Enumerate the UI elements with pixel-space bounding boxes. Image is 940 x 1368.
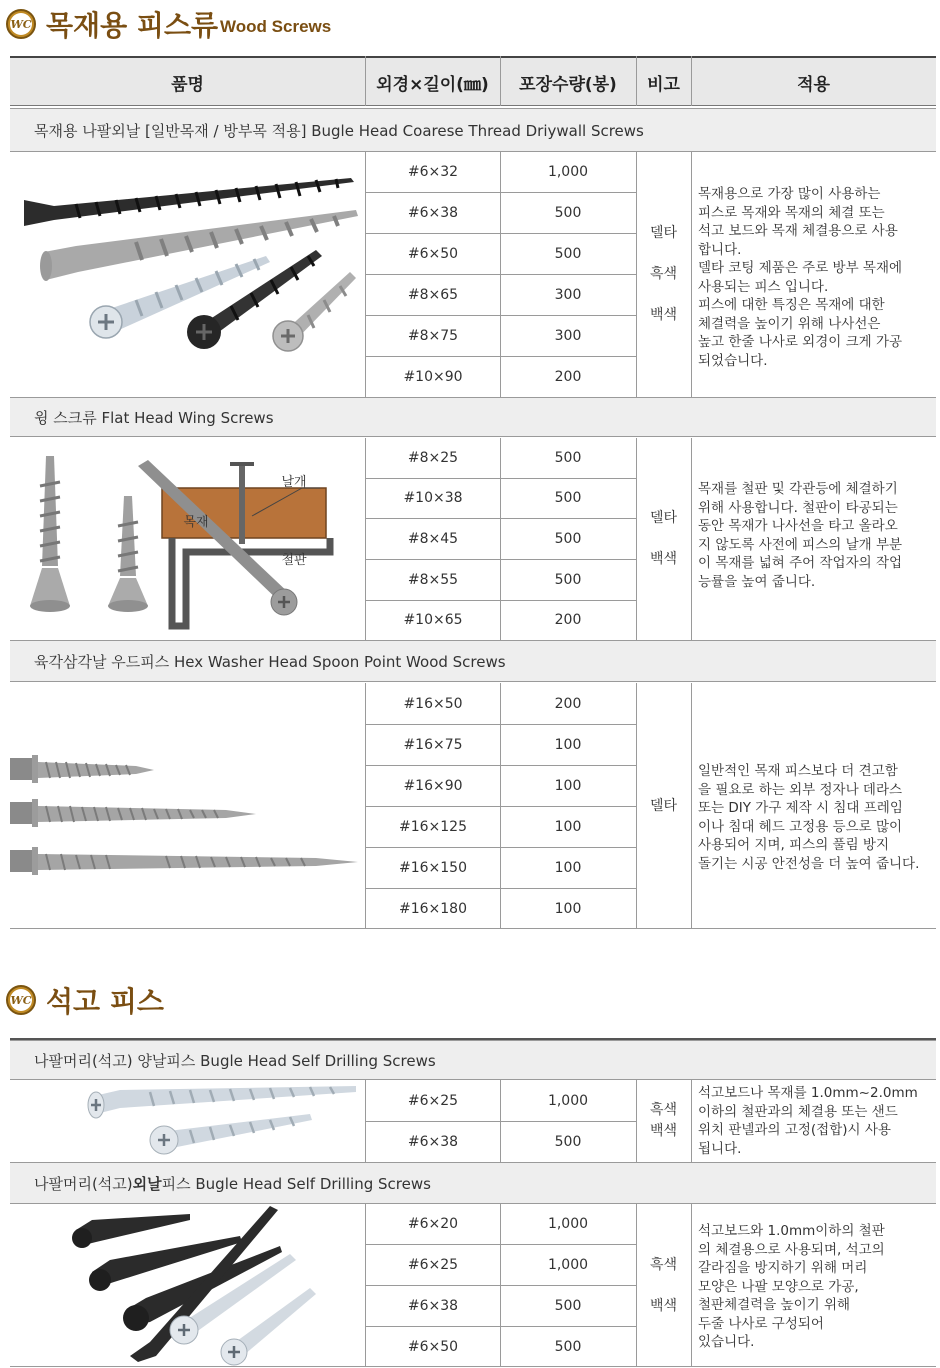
delta-short-screw-illustration [273,272,356,351]
col-name: 품명 [171,74,204,95]
color-label: 델타 [649,798,678,814]
size-cell: #16×180 [399,901,467,917]
qty-cell: 1,000 [547,164,589,180]
size-cell: #10×38 [403,490,463,506]
size-cell: #8×25 [407,450,459,466]
size-cell: #16×90 [403,778,463,794]
color-label: 백색 [649,1298,678,1314]
group-title-wing: 윙 스크류 Flat Head Wing Screws [10,397,936,437]
size-cell: #8×55 [407,572,459,588]
black-drywall-screw-1 [76,1214,190,1246]
hex-screws-image [6,740,366,890]
color-label: 흑색 [649,266,678,282]
qty-cell: 500 [554,1339,582,1355]
color-remarks [636,1080,691,1162]
hex-screw-illustration-3 [10,847,358,875]
zinc-screw-illustration-b [150,1114,312,1154]
company-logo: WC [6,9,36,39]
color-remarks [636,684,691,929]
size-cell: #6×38 [407,205,459,221]
size-cell: #8×75 [407,328,459,344]
color-label: 델타 [649,510,678,526]
qty-cell: 500 [554,1298,582,1314]
qty-cell: 500 [554,572,582,588]
hex-screw-illustration-2 [10,799,256,827]
size-cell: #8×45 [407,531,459,547]
col-remark: 비고 [647,74,680,95]
col-usage: 적용 [797,74,830,95]
size-cell: #6×38 [407,1134,459,1150]
size-cell: #16×75 [403,737,463,753]
hex-screw-illustration-1 [10,755,154,783]
size-cell: #6×25 [407,1257,459,1273]
color-remarks [636,1204,691,1368]
zinc-screw-illustration-a [88,1086,356,1118]
section-gypsum-header [6,980,164,1020]
zinc-screw-illustration [90,256,270,338]
size-cell: #8×65 [407,287,459,303]
qty-cell: 300 [554,328,582,344]
qty-cell: 500 [554,450,582,466]
col-size: 외경×길이(㎜) [376,74,489,95]
qty-cell: 100 [554,819,582,835]
group-title-hex: 육각삼각날 우드피스 Hex Washer Head Spoon Point Wood Screws [10,640,936,682]
table-header [10,56,936,106]
company-logo: WC [6,985,36,1015]
qty-cell: 500 [554,1134,582,1150]
color-remarks [636,438,691,640]
label-steel: 철판 [281,552,307,568]
qty-cell: 1,000 [547,1257,589,1273]
wing-screw-illustration-2 [108,496,148,612]
qty-cell: 300 [554,287,582,303]
size-cell: #16×125 [399,819,467,835]
label-wing: 날개 [281,474,307,490]
section-subtitle: Wood Screws [220,17,332,36]
color-label: 백색 [649,1123,678,1139]
qty-cell: 100 [554,737,582,753]
group-title-bugle-double: 나팔머리(석고) 양날피스 Bugle Head Self Drilling Screws [10,1040,936,1080]
color-label: 백색 [649,307,678,323]
usage-note: 목재를 철판 및 각관등에 체결하기 위해 사용합니다. 철판이 타공되는 동안 목재가 나사선을 타고 올라오 지 않도록 사전에 피스의 날개 부분 이 목재를 넓혀 주어 작업자의 작업 능률을 높여 줍니다. [698,481,903,590]
size-cell: #6×25 [407,1093,459,1109]
delta-screw-illustration [40,210,358,281]
section-title: 목재용 피스류 [46,9,219,42]
size-cell: #16×50 [403,696,463,712]
group-title-bugle-coarse: 목재용 나팔외날 [일반목재 / 방부목 적용] Bugle Head Coarese Thread Driywall Screws [10,108,936,152]
qty-cell: 100 [554,778,582,794]
qty-cell: 200 [554,612,582,628]
qty-cell: 200 [554,696,582,712]
color-label: 흑색 [649,1257,678,1273]
size-cell: #6×38 [407,1298,459,1314]
size-cell: #10×65 [403,612,463,628]
label-wood: 목재 [183,514,209,530]
usage-note: 일반적인 목재 피스보다 더 견고함 을 필요로 하는 외부 정자나 데라스 또는 DIY 가구 제작 시 침대 프레임 이나 침대 헤드 고정용 등으로 많이 사용되어 지며, 피스의 풀림 방지 돌기는 시공 안전성을 더 높여 줍니다. [698,763,920,872]
size-cell: #6×50 [407,246,459,262]
usage-note: 목재용으로 가장 많이 사용하는 피스로 목재와 목재의 체결 또는 석고 보드와 목재 체결용으로 사용 합니다. 델타 코팅 제품은 주로 방부 목재에 사용되는 피스 입니다. 피스에 대한 특징은 목재에 대한 체결력을 높이기 위해 나사선은 높고 한줄 나사로 외경이 크게 가공 되었습니다. [698,186,903,369]
color-label: 백색 [649,551,678,567]
col-qty: 포장수량(봉) [519,74,617,95]
qty-cell: 100 [554,860,582,876]
qty-cell: 500 [554,490,582,506]
qty-cell: 1,000 [547,1216,589,1232]
color-remarks [636,152,691,397]
size-cell: #10×90 [403,369,463,385]
size-cell: #6×32 [407,164,459,180]
qty-cell: 500 [554,531,582,547]
usage-note: 석고보드와 1.0mm이하의 철판 의 체결용으로 사용되며, 석고의 갈라짐을 방지하기 위해 머리 모양은 나팔 모양으로 가공, 철판체결력을 높이기 위해 두줄 나사로 구성되어 있습니다. [698,1223,885,1350]
gypsum-single-screws-image [70,1206,360,1366]
qty-cell: 500 [554,205,582,221]
gypsum-double-screws-image [80,1080,360,1160]
color-label: 델타 [649,225,678,241]
bugle-screws-image [16,160,366,390]
color-label: 흑색 [649,1102,678,1118]
usage-note: 석고보드나 목재를 1.0mm~2.0mm 이하의 철판과의 체결용 또는 샌드 위치 판넬과의 고정(접합)시 사용 됩니다. [698,1085,918,1157]
qty-cell: 100 [554,901,582,917]
group-title-bugle-single: 나팔머리(석고) 외날 피스 Bugle Head Self Drilling Screws [10,1162,936,1204]
section-title: 석고 피스 [46,985,164,1018]
size-cell: #6×20 [407,1216,459,1232]
qty-cell: 200 [554,369,582,385]
section-wood-header [6,4,331,44]
size-cell: #16×150 [399,860,467,876]
wing-screw-illustration-1 [30,456,70,612]
qty-cell: 500 [554,246,582,262]
qty-cell: 1,000 [547,1093,589,1109]
size-cell: #6×50 [407,1339,459,1355]
